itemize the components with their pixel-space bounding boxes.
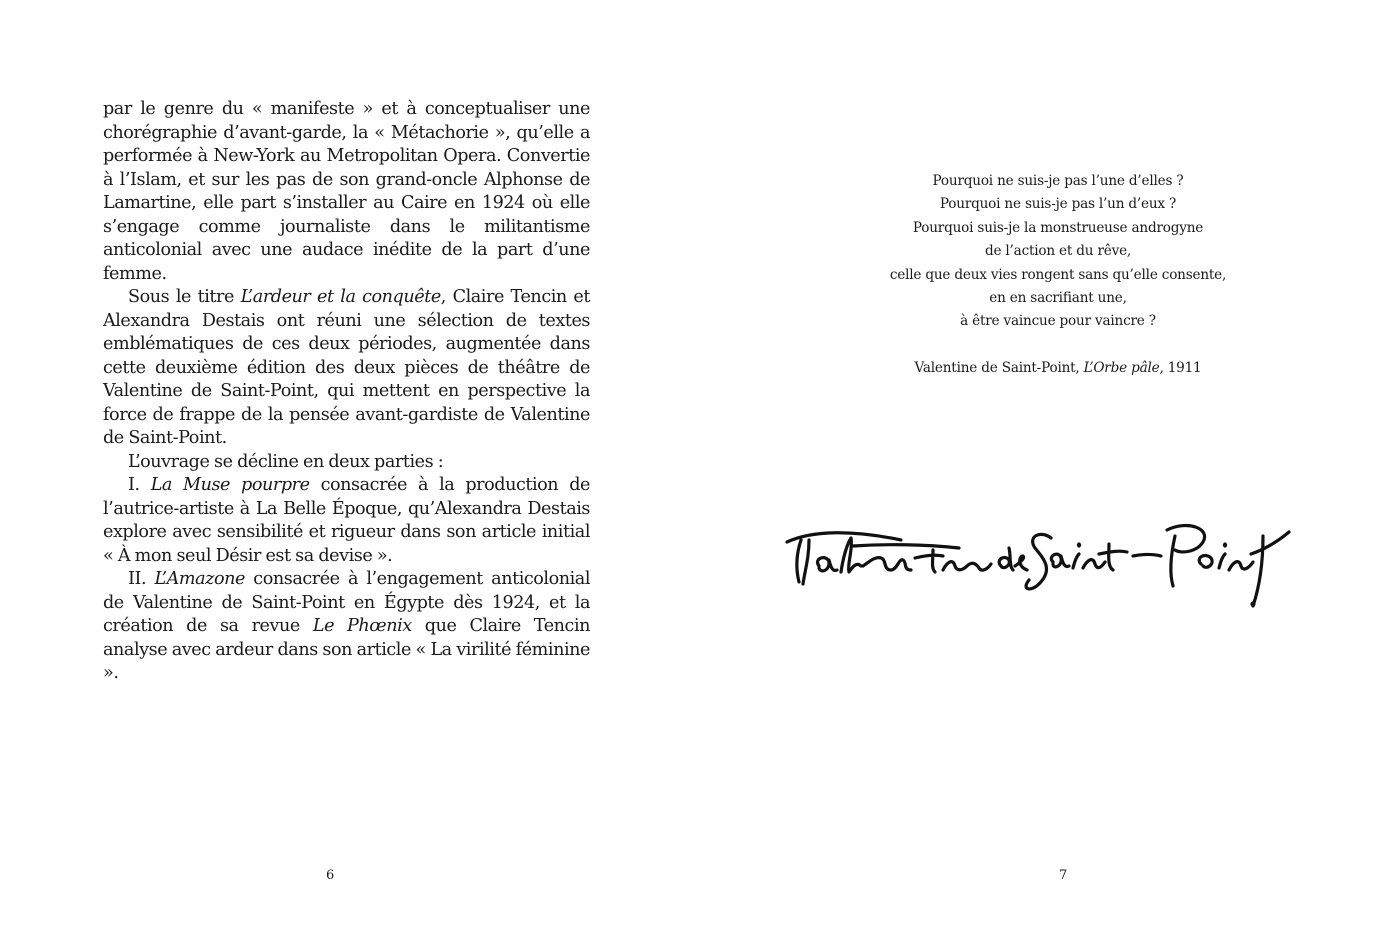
attribution-author: Valentine de Saint-Point, [914, 360, 1084, 377]
paragraph [103, 98, 590, 286]
paragraph [103, 451, 590, 475]
text-run: consacrée à la production de l’autrice-artiste à La Belle Époque, qu’Alexandra Destais explore avec sensibilité et rigueur dans son article initial « À mon seul Désir est sa devise ». [103, 475, 590, 566]
text-run: I. [128, 475, 151, 495]
verse-line: celle que deux vies rongent sans qu’elle consente, [889, 266, 1227, 283]
italic-title: L’Amazone [154, 569, 245, 589]
attribution-work: L’Orbe pâle, [1083, 360, 1164, 377]
paragraph [103, 474, 590, 568]
verse-line: Pourquoi suis-je la monstrueuse androgyne [912, 219, 1204, 236]
text-run: consacrée à l’engagement anticolonial de Valentine de Saint-Point en Égypte dès 1924, et la création de sa revue [103, 569, 591, 636]
text-run: II. [128, 569, 155, 589]
paragraph [103, 286, 590, 451]
text-run: Sous le titre [128, 287, 241, 307]
attribution-year: 1911 [1163, 360, 1202, 377]
right-page [693, 0, 1386, 949]
italic-title: Le Phœnix [312, 616, 412, 636]
verse-line: de l’action et du rêve, [984, 243, 1132, 260]
text-run: , Claire Tencin et Alexandra Destais ont réuni une sélection de textes emblématiques de ces deux périodes, augmentée dans cette deuxième édition des deux pièces de théâtre de Valentine de Saint-Point, qui mettent en perspective la force de frappe de la pensée avant-gardiste de Valentine de Saint-Point. [103, 287, 591, 448]
text-run: L’ouvrage se décline en deux parties : [128, 451, 444, 472]
epigraph [833, 170, 1283, 381]
verse-line: Pourquoi ne suis-je pas l’un d’eux ? [939, 196, 1177, 213]
italic-title: La Muse pourpre [150, 475, 310, 495]
text-run: que Claire Tencin analyse avec ardeur dans son article « La virilité féminine ». [103, 616, 591, 683]
page-number-right: 7 [1059, 868, 1068, 883]
verse-line: à être vaincue pour vaincre ? [960, 313, 1156, 330]
page-number-left: 6 [326, 868, 335, 883]
handwritten-signature [783, 500, 1303, 620]
paragraph [103, 568, 590, 686]
italic-title: L’ardeur et la conquête [240, 287, 441, 307]
body-text [103, 98, 590, 686]
text-run: par le genre du « manifeste » et à conceptualiser une chorégraphie d’avant-garde, la « Métachorie », qu’elle a performée à New-York au Metropolitan Opera. Convertie à l’Islam, et sur les pas de son grand-oncle Alphonse de Lamartine, elle part s’installer au Caire en 1924 où elle s’engage comme journaliste dans le militantisme anticolonial avec une audace inédite de la part d’une femme. [103, 99, 590, 284]
verse-line: Pourquoi ne suis-je pas l’une d’elles ? [932, 173, 1184, 189]
verse-line: en en sacrifiant une, [989, 290, 1127, 307]
epigraph-attribution [833, 357, 1283, 380]
